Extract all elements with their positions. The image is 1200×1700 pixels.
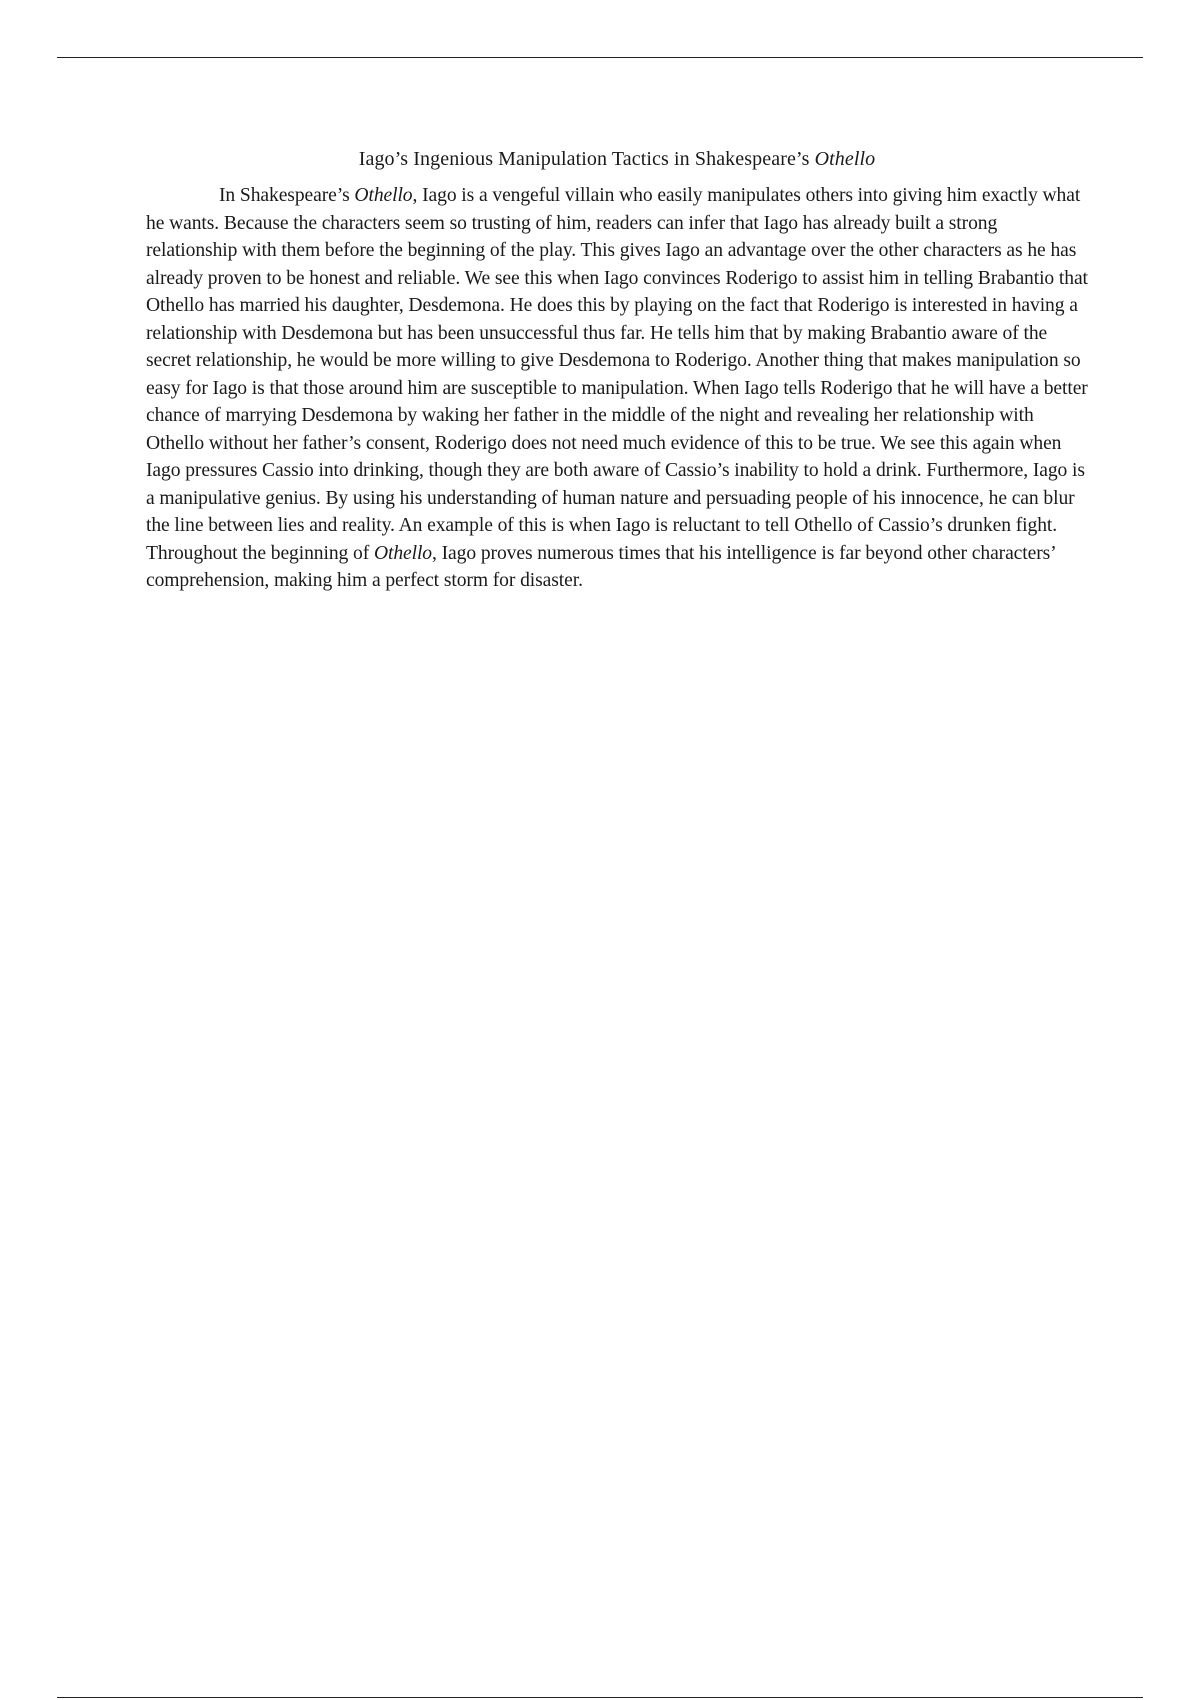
essay-title-text: Iago’s Ingenious Manipulation Tactics in Shakespeare’s xyxy=(358,148,815,170)
paragraph-closing: , Iago proves numerous times that his intelligence is far beyond other characters’ comprehension, making him a perfect storm for disaster. xyxy=(146,542,1056,591)
top-divider xyxy=(57,57,1143,58)
play-title-italic-2: Othello xyxy=(373,542,433,564)
play-title-italic: Othello xyxy=(354,185,413,206)
paragraph-opening: In Shakespeare’s xyxy=(219,185,355,206)
essay xyxy=(146,146,1088,595)
essay-paragraph xyxy=(146,182,1088,595)
paragraph-main-text: , Iago is a vengeful villain who easily manipulates others into giving him exactly what he wants. Because the characters seem so trusting of him, readers can infer that Iago has already built a strong relationship with them before the beginning of the play. This gives Iago an advantage over the other characters as he has already proven to be honest and reliable. We see this when Iago convinces Roderigo to assist him in telling Brabantio that Othello has married his daughter, Desdemona. He does this by playing on the fact that Roderigo is interested in having a relationship with Desdemona but has been unsuccessful thus far. He tells him that by making Brabantio aware of the secret relationship, he would be more willing to give Desdemona to Roderigo. Another thing that makes manipulation so easy for Iago is that those around him are susceptible to manipulation. When Iago tells Roderigo that he will have a better chance of marrying Desdemona by waking her father in the middle of the night and revealing her relationship with Othello without her father’s consent, Roderigo does not need much evidence of this to be true. We see this again when Iago pressures Cassio into drinking, though they are both aware of Cassio’s inability to hold a drink. Furthermore, Iago is a manipulative genius. By using his understanding of human nature and persuading people of his innocence, he can blur the line between lies and reality. An example of this is when Iago is reluctant to tell Othello of Cassio’s drunken fight. Throughout the beginning of xyxy=(146,185,1088,564)
bottom-divider xyxy=(57,1697,1143,1698)
essay-title xyxy=(146,146,1088,172)
essay-title-work: Othello xyxy=(814,148,876,170)
